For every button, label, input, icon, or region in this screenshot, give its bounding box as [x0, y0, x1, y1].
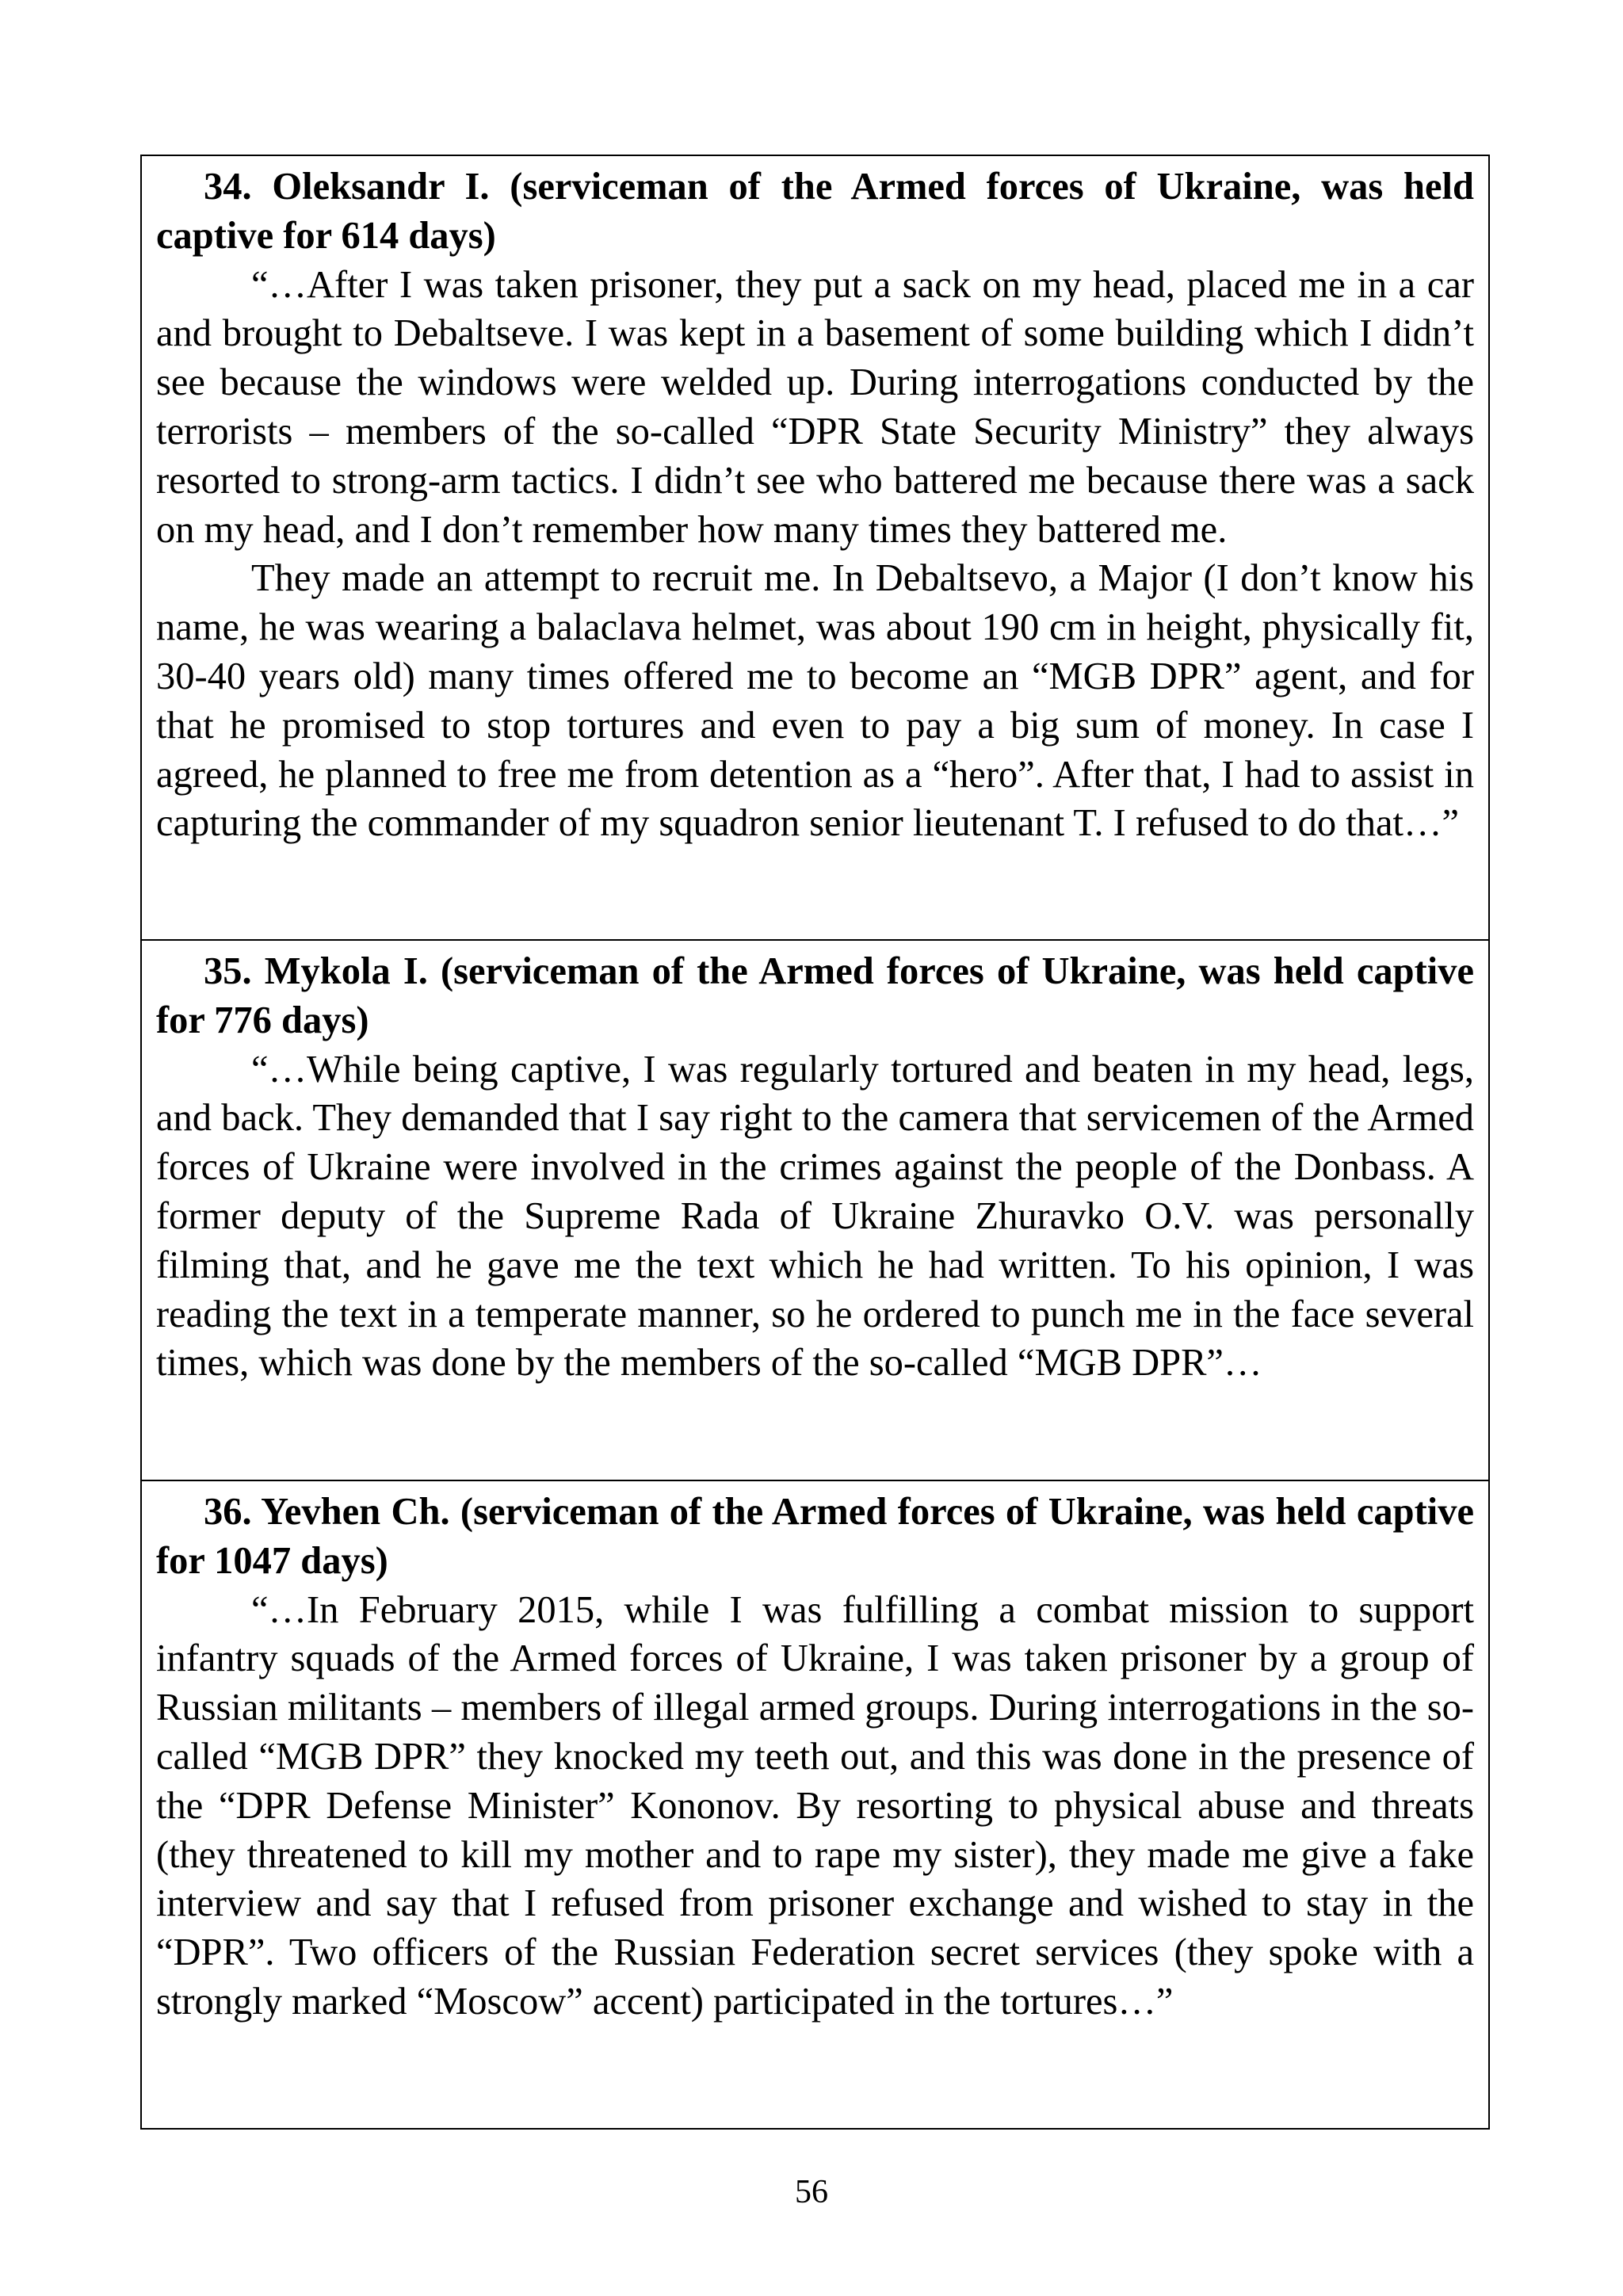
entry-heading: 36. Yevhen Ch. (serviceman of the Armed forces of Ukraine, was held captive for 1047 days)	[156, 1491, 1474, 1582]
testimony-entry-36	[142, 1481, 1488, 2128]
entry-paragraph: “…In February 2015, while I was fulfilling a combat mission to support infantry squads of the Armed forces of Ukraine, I was taken prisoner by a group of Russian militants – members of illegal armed groups. During interrogations in the so-called “MGB DPR” they knocked my teeth out, and this was done in the presence of the “DPR Defense Minister” Kononov. By resorting to physical abuse and threats (they threatened to kill my mother and to rape my sister), they made me give a fake interview and say that I refused from prisoner exchange and wished to stay in the “DPR”. Two officers of the Russian Federation secret services (they spoke with a strongly marked “Moscow” accent) participated in the tortures…”	[156, 1588, 1474, 2023]
entry-paragraph: “…After I was taken prisoner, they put a sack on my head, placed me in a car and brought to Debaltseve. I was kept in a basement of some building which I didn’t see because the windows were welded up. During interrogations conducted by the terrorists – members of the so-called “DPR State Security Ministry” they always resorted to strong-arm tactics. I didn’t see who battered me because there was a sack on my head, and I don’t remember how many times they battered me.	[156, 263, 1474, 551]
testimony-table	[140, 155, 1490, 2130]
testimony-entry-35	[142, 941, 1488, 1481]
testimony-entry-34	[142, 156, 1488, 941]
entry-heading: 35. Mykola I. (serviceman of the Armed forces of Ukraine, was held captive for 776 days)	[156, 950, 1474, 1041]
entry-paragraph: They made an attempt to recruit me. In Debaltsevo, a Major (I don’t know his name, he was wearing a balaclava helmet, was about 190 cm in height, physically fit, 30-40 years old) many times offered me to become an “MGB DPR” agent, and for that he promised to stop tortures and even to pay a big sum of money. In case I agreed, he planned to free me from detention as a “hero”. After that, I had to assist in capturing the commander of my squadron senior lieutenant T. I refused to do that…”	[156, 557, 1474, 845]
entry-paragraph: “…While being captive, I was regularly tortured and beaten in my head, legs, and back. They demanded that I say right to the camera that servicemen of the Armed forces of Ukraine were involved in the crimes against the people of the Donbass. A former deputy of the Supreme Rada of Ukraine Zhuravko O.V. was personally filming that, and he gave me the text which he had written. To his opinion, I was reading the text in a temperate manner, so he ordered to punch me in the face several times, which was done by the members of the so-called “MGB DPR”…	[156, 1048, 1474, 1385]
entry-heading: 34. Oleksandr I. (serviceman of the Armed forces of Ukraine, was held captive for 614 days)	[156, 166, 1474, 257]
page-number: 56	[795, 2174, 828, 2210]
